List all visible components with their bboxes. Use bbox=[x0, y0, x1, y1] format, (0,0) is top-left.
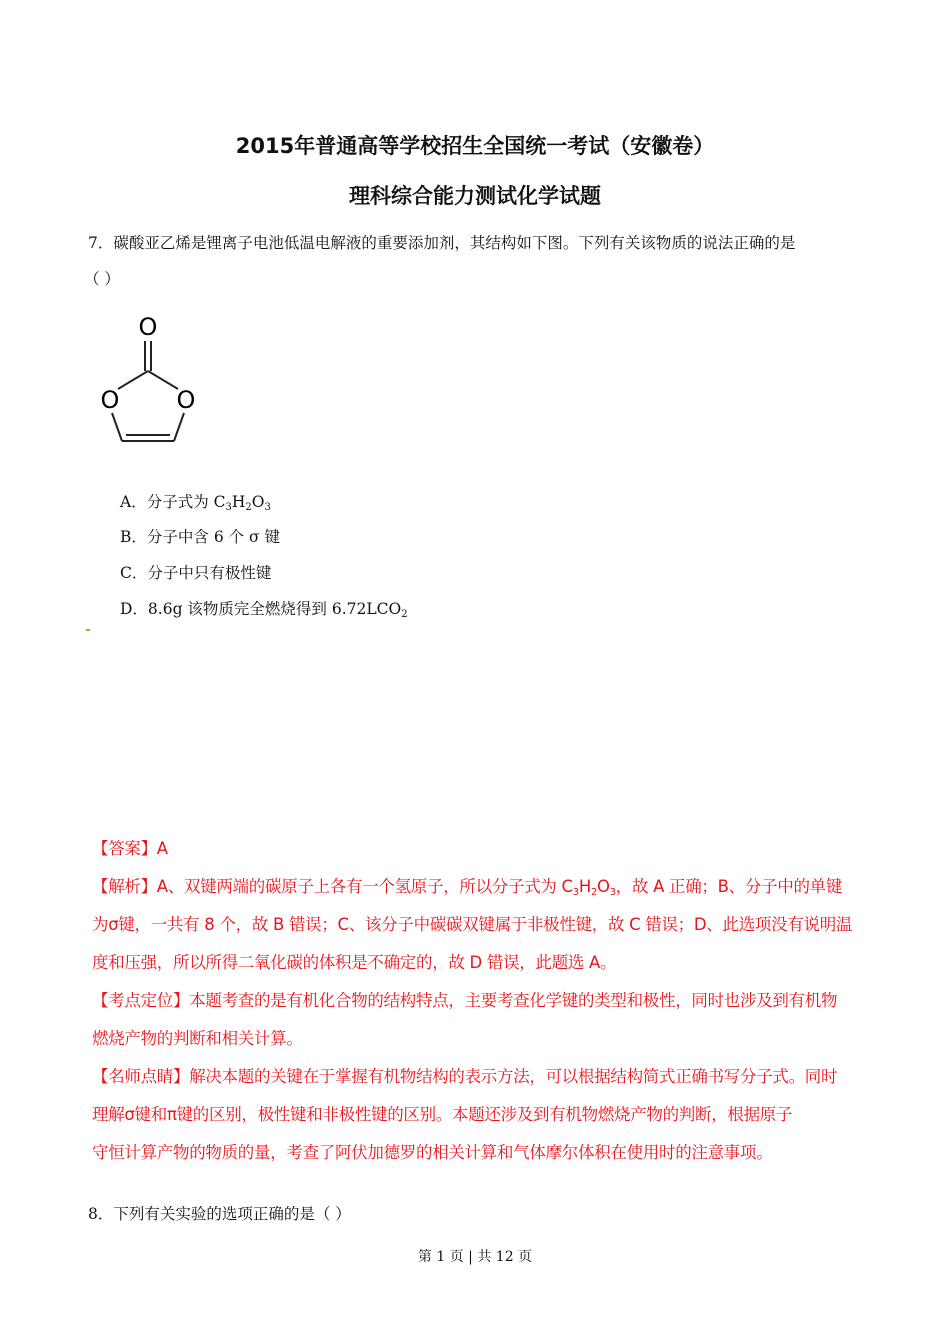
option-d: D．8.6g 该物质完全燃烧得到 $6.72LCO_2$ bbox=[120, 600, 408, 620]
answer-paren: （ ） bbox=[84, 270, 120, 288]
option-b: B．分子中含 6 个 σ 键 bbox=[120, 528, 281, 546]
analysis-line-3: 度和压强，所以所得二氧化碳的体积是不确定的，故 D 错误，此题选 A。 bbox=[92, 953, 617, 972]
question-7-stem: 7．碳酸亚乙烯是锂离子电池低温电解液的重要添加剂，其结构如下图。下列有关该物质的说法正确的是 bbox=[88, 234, 796, 252]
tip-line-3: 守恒计算产物的物质的量，考查了阿伏加德罗的相关计算和气体摩尔体积在使用时的注意事项。 bbox=[92, 1143, 773, 1162]
point-line-2: 燃烧产物的判断和相关计算。 bbox=[92, 1029, 303, 1048]
question-8-stem: 8．下列有关实验的选项正确的是（ ） bbox=[88, 1205, 351, 1223]
tip-line-1: 【名师点睛】解决本题的关键在于掌握有机物结构的表示方法，可以根据结构简式正确书写分子式。同时 bbox=[92, 1067, 838, 1086]
green-mark bbox=[86, 629, 90, 631]
option-a: A．分子式为 $C_3H_2O_3$ bbox=[120, 493, 271, 513]
point-line-1: 【考点定位】本题考查的是有机化合物的结构特点，主要考查化学键的类型和极性，同时也涉及到有机物 bbox=[92, 991, 838, 1010]
oxygen-label-right: O bbox=[176, 386, 196, 414]
answer-line: 【答案】A bbox=[92, 839, 168, 858]
document-subtitle: 理科综合能力测试化学试题 bbox=[349, 184, 601, 208]
analysis-line-2: 为σ键，一共有 8 个，故 B 错误；C、该分子中碳碳双键属于非极性键，故 C 错误；D、此选项没有说明温 bbox=[92, 915, 853, 934]
vinylene-carbonate-structure bbox=[88, 305, 218, 450]
option-c: C．分子中只有极性键 bbox=[120, 564, 272, 582]
oxygen-label-top: O bbox=[138, 313, 158, 341]
document-title: 2015年普通高等学校招生全国统一考试（安徽卷） bbox=[235, 134, 715, 158]
oxygen-label-left: O bbox=[100, 386, 120, 414]
analysis-line-1: 【解析】A、双键两端的碳原子上各有一个氢原子，所以分子式为 $C_3H_2O_3$，故 A 正确；B、分子中的单键 bbox=[92, 877, 843, 898]
tip-line-2: 理解σ键和π键的区别，极性键和非极性键的区别。本题还涉及到有机物燃烧产物的判断，根据原子 bbox=[92, 1105, 793, 1124]
page-footer: 第 1 页 | 共 12 页 bbox=[417, 1249, 533, 1265]
